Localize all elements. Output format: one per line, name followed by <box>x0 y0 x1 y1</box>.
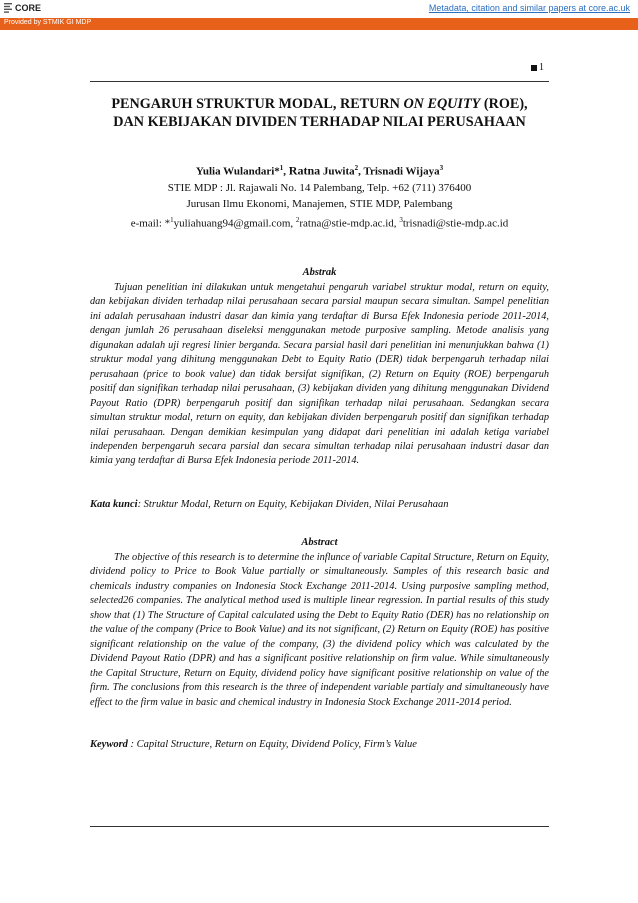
author-3-sup: 3 <box>439 164 444 172</box>
abstract-keywords-text: : Capital Structure, Return on Equity, Dividend Policy, Firm’s Value <box>127 739 417 750</box>
email-line <box>90 212 549 232</box>
core-logo-text: CORE <box>15 3 42 13</box>
author-2-first: Ratna <box>288 163 321 178</box>
email-label: e-mail: * <box>130 217 171 230</box>
department: Jurusan Ilmu Ekonomi, Manajemen, STIE MDP, Palembang <box>186 197 453 210</box>
author-names <box>90 160 549 180</box>
core-logo[interactable] <box>4 3 41 13</box>
metadata-link[interactable]: Metadata, citation and similar papers at core.ac.uk <box>428 3 630 13</box>
abstrak-keywords <box>90 499 549 510</box>
core-header-bar <box>0 0 638 18</box>
title-line-1 <box>90 95 549 113</box>
title-line-2: DAN KEBIJAKAN DIVIDEN TERHADAP NILAI PERUSAHAAN <box>113 114 526 130</box>
bottom-rule <box>90 826 549 827</box>
provided-by-bar <box>0 18 638 30</box>
author-2-last: Juwita <box>320 165 355 178</box>
author-1-sup: 1 <box>279 164 284 172</box>
email-3[interactable]: trisnadi@stie-mdp.ac.id <box>402 217 509 230</box>
email-2[interactable]: ratna@stie-mdp.ac.id, <box>299 217 397 230</box>
title-line-1-italic: ON EQUITY <box>403 96 481 112</box>
author-1: Yulia Wulandari* <box>195 165 280 178</box>
affiliation: STIE MDP : Jl. Rajawali No. 14 Palembang, Telp. +62 (711) 376400 <box>167 181 472 194</box>
core-logo-icon <box>4 3 12 13</box>
square-bullet-icon <box>531 65 537 71</box>
abstract-text: The objective of this research is to determine the influnce of variable Capital Structure, Return on Equity, dividend policy to Price to Book Value partially or simultaneously. Samples of this research basic and chemicals industry companies on Indonesia Stock Exchange 2011-2014. Using purposive sampling method, selected26 companies. The analytical method used is multiple linear regression. In partial results of this study show that (1) The Structure of Capital calculated using the Debt to Equity Ratio (DER) has no relationship on the value of the company (Price to Book Value) and its not significant, (2) Return on Equity (ROE) has positive significant relationship on the value of the company, (3) the dividend policy which was calculated by the Dividend Payout Ratio (DPR) and has a significant positive relationship on firm value. While simultaneously the Capital Structure, Return on Equity, dividend policy have significant positive relationship on value of the firm. The conclusions from this research is the three of independent variable partialy and simultaneously have effect to the firm value in basic and chemical industry in Indonesia Stock Exchange 2011-2014 period. <box>90 552 549 708</box>
page-number-value: 1 <box>539 62 544 73</box>
abstrak-text: Tujuan penelitian ini dilakukan untuk mengetahui pengaruh variabel struktur modal, return on equity, dan kebijakan dividen terhadap nilai perusahaan secara parsial maupun secara simultan. Sampel penelitian ini adalah perusahaan industri dasar dan kimia yang terdaftar di Bursa Efek Indonesia periode 2011-2014, dengan jumlah 26 perusahaan diseleksi menggunakan metode purposive sampling. Metode analisis yang digunakan adalah uji regresi linier berganda. Secara parsial hasil dari penelitian ini menunjukkan bahwa (1) struktur modal yang dihitung menggunakan Debt to Equity Ratio (DER) tidak berpengaruh terhadap nilai perusahaan (price to book value) dan tidak bersifat signifikan, (2) Return on Equity (ROE) berpengaruh positif dan signifikan terhadap nilai perusahaan, (3) kebijakan dividen yang dihitung menggunakan Dividend Payout Ratio (DPR) berpengaruh positif dan signifikan terhadap nilai perusahaan. Sedangkan secara simultan struktur modal, return on equity, dan kebijakan dividen berpengaruh positif dan signifikan terhadap nilai perusahaan. Dengan demikian kesimpulan yang didapat dari penelitian ini adalah ketiga variabel independen berpengaruh secara parsial dan secara simultan terhadap nilai perusahaan industri dasar dan kimia yang terdaftar di Bursa Efek Indonesia periode 2011-2014. <box>90 282 549 467</box>
author-block <box>90 160 549 231</box>
provided-by-text[interactable]: Provided by STMIK GI MDP <box>4 19 92 26</box>
paper-title <box>90 95 549 131</box>
email-3-sup: 3 <box>399 215 403 224</box>
top-rule <box>90 81 549 82</box>
page-number <box>531 62 544 73</box>
author-sep-2: , <box>358 165 364 178</box>
abstrak-heading: Abstrak <box>302 267 337 278</box>
abstrak-keywords-text: : Struktur Modal, Return on Equity, Kebijakan Dividen, Nilai Perusahaan <box>137 499 449 510</box>
email-1[interactable]: yuliahuang94@gmail.com, <box>173 217 294 230</box>
title-line-1-post: (ROE), <box>480 96 528 112</box>
email-1-sup: 1 <box>170 215 174 224</box>
author-sep-1: , <box>283 165 289 178</box>
email-2-sup: 2 <box>295 215 300 224</box>
title-line-1-pre: PENGARUH STRUKTUR MODAL, RETURN <box>111 96 404 112</box>
abstract-keywords-label: Keyword <box>90 739 128 750</box>
abstract-heading: Abstract <box>301 537 338 548</box>
abstrak-keywords-label: Kata kunci <box>90 499 138 510</box>
author-3: Trisnadi Wijaya <box>363 165 440 178</box>
author-2-sup: 2 <box>354 164 359 172</box>
abstract-keywords <box>90 739 549 750</box>
